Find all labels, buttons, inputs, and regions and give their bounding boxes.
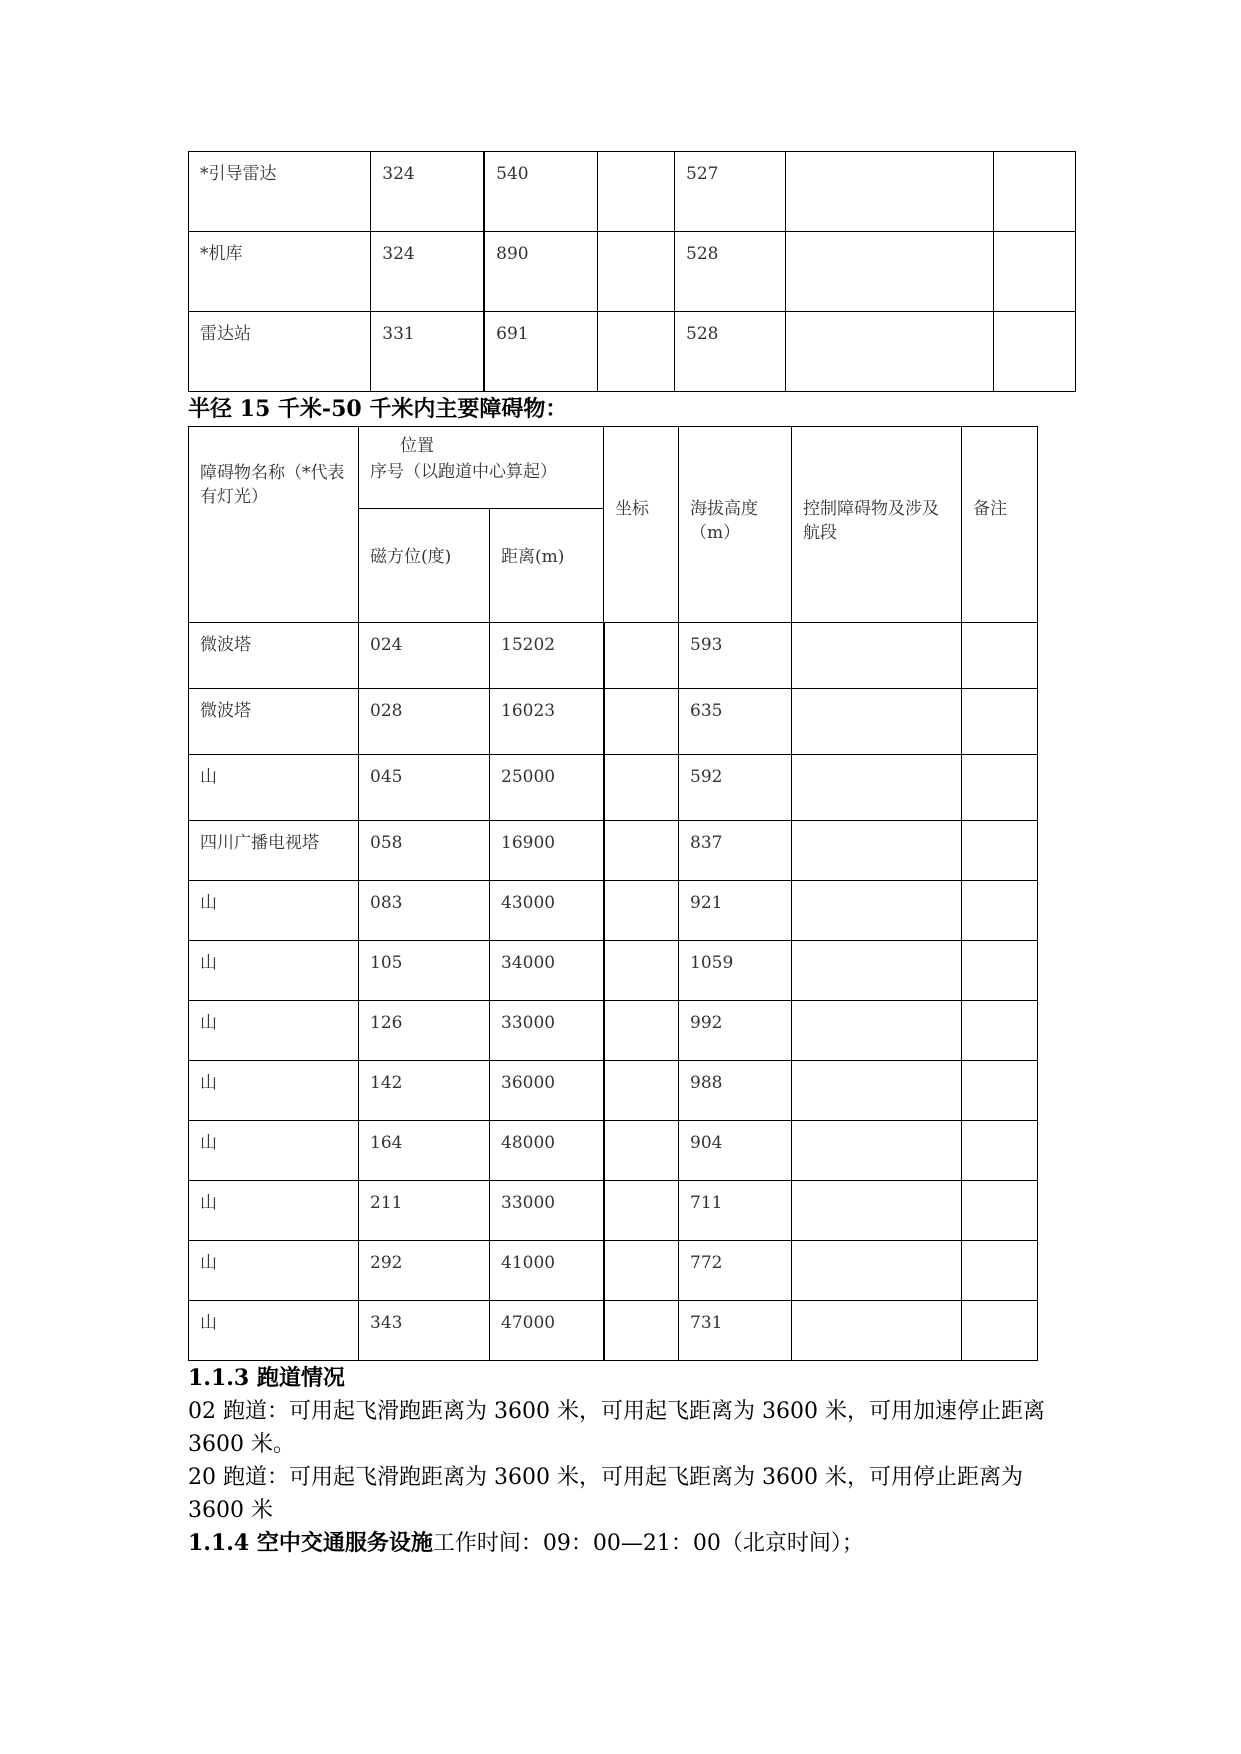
obstacle-remark [993,232,1075,312]
table-header-row [189,427,1038,509]
obstacle-control [792,941,962,1001]
obstacle-remark [962,1301,1038,1361]
obstacle-remark [962,1181,1038,1241]
obstacle-remark [962,755,1038,821]
obstacle-name: 山 [189,755,359,821]
obstacle-name: 四川广播电视塔 [189,821,359,881]
obstacle-coord [604,689,679,755]
obstacle-name: 雷达站 [189,312,371,392]
header-coordinate: 坐标 [604,427,679,623]
obstacle-distance: 43000 [490,881,604,941]
obstacle-name: 山 [189,941,359,1001]
obstacle-bearing: 343 [359,1301,490,1361]
obstacle-coord [604,881,679,941]
obstacle-distance: 47000 [490,1301,604,1361]
obstacle-distance: 33000 [490,1001,604,1061]
header-remark: 备注 [962,427,1038,623]
obstacle-elevation: 921 [679,881,792,941]
header-obstacle-name: 障碍物名称（*代表有灯光） [189,427,359,623]
header-position [359,427,604,509]
table-row [189,755,1038,821]
table-row [189,1181,1038,1241]
obstacle-distance: 16023 [490,689,604,755]
obstacle-distance: 34000 [490,941,604,1001]
obstacle-control [792,1061,962,1121]
obstacle-bearing: 028 [359,689,490,755]
section-title-runway: 1.1.3 跑道情况 [188,1365,345,1391]
obstacle-name: *引导雷达 [189,152,371,232]
table-row [189,623,1038,689]
obstacle-name: 山 [189,881,359,941]
obstacle-remark [962,689,1038,755]
obstacle-remark [962,1061,1038,1121]
obstacle-name: 山 [189,1121,359,1181]
obstacle-elevation: 528 [675,232,786,312]
obstacle-control [792,1241,962,1301]
obstacle-control [792,1121,962,1181]
obstacle-distance: 691 [484,312,597,392]
table-row [189,1301,1038,1361]
obstacle-table-near [188,151,1076,392]
obstacle-coord [604,623,679,689]
header-position-title: 位置 [400,436,434,456]
obstacle-coord [598,152,675,232]
obstacle-bearing: 142 [359,1061,490,1121]
obstacle-elevation: 592 [679,755,792,821]
table-row [189,152,1076,232]
header-bearing: 磁方位(度) [359,509,490,623]
atc-working-hours: 工作时间：09：00—21：00（北京时间）； [432,1531,864,1556]
obstacle-control [792,821,962,881]
obstacle-coord [604,941,679,1001]
obstacle-coord [604,1061,679,1121]
table-row [189,1001,1038,1061]
obstacle-control [792,689,962,755]
obstacle-bearing: 045 [359,755,490,821]
obstacle-control [792,881,962,941]
section-heading-15-50km: 半径 15 千米-50 千米内主要障碍物： [188,396,568,422]
obstacle-coord [604,1181,679,1241]
obstacle-bearing: 292 [359,1241,490,1301]
obstacle-control [792,755,962,821]
obstacle-distance: 48000 [490,1121,604,1181]
obstacle-name: 微波塔 [189,689,359,755]
obstacle-bearing: 083 [359,881,490,941]
runway-20-paragraph: 20 跑道：可用起飞滑跑距离为 3600 米，可用起飞距离为 3600 米，可用停止距离为 3600 米 [188,1465,1023,1523]
obstacle-distance: 36000 [490,1061,604,1121]
obstacle-distance: 41000 [490,1241,604,1301]
header-position-sub: 序号（以跑道中心算起） [370,462,557,482]
obstacle-distance: 540 [484,152,597,232]
obstacle-elevation: 593 [679,623,792,689]
obstacle-bearing: 164 [359,1121,490,1181]
obstacle-elevation: 772 [679,1241,792,1301]
header-elevation: 海拔高度（m） [679,427,792,623]
obstacle-bearing: 331 [371,312,484,392]
obstacle-remark [993,152,1075,232]
obstacle-elevation: 635 [679,689,792,755]
obstacle-remark [962,1001,1038,1061]
obstacle-remark [962,881,1038,941]
table-row [189,821,1038,881]
obstacle-name: 山 [189,1301,359,1361]
obstacle-remark [962,821,1038,881]
obstacle-elevation: 711 [679,1181,792,1241]
obstacle-remark [962,1241,1038,1301]
obstacle-remark [962,941,1038,1001]
obstacle-control [792,1001,962,1061]
obstacle-control [792,623,962,689]
table-row [189,1061,1038,1121]
obstacle-bearing: 105 [359,941,490,1001]
runway-02-paragraph: 02 跑道：可用起飞滑跑距离为 3600 米，可用起飞距离为 3600 米，可用加速停止距离 3600 米。 [188,1399,1045,1457]
header-distance: 距离(m) [490,509,604,623]
obstacle-control [786,152,994,232]
obstacle-bearing: 211 [359,1181,490,1241]
obstacle-name: *机库 [189,232,371,312]
obstacle-name: 山 [189,1001,359,1061]
table-row [189,312,1076,392]
section-atc-facilities [188,1527,1068,1560]
obstacle-bearing: 324 [371,232,484,312]
obstacle-coord [604,1121,679,1181]
header-control-obstacle: 控制障碍物及涉及航段 [792,427,962,623]
obstacle-name: 微波塔 [189,623,359,689]
obstacle-control [786,232,994,312]
obstacle-name: 山 [189,1061,359,1121]
table-row [189,941,1038,1001]
obstacle-elevation: 731 [679,1301,792,1361]
obstacle-control [792,1301,962,1361]
obstacle-elevation: 837 [679,821,792,881]
obstacle-bearing: 126 [359,1001,490,1061]
obstacle-remark [962,1121,1038,1181]
obstacle-coord [598,312,675,392]
obstacle-control [792,1181,962,1241]
obstacle-distance: 33000 [490,1181,604,1241]
table-row [189,232,1076,312]
section-title-atc: 1.1.4 空中交通服务设施 [188,1530,433,1556]
obstacle-remark [962,623,1038,689]
table-row [189,689,1038,755]
table-row [189,1241,1038,1301]
obstacle-coord [604,821,679,881]
obstacle-control [786,312,994,392]
obstacle-distance: 16900 [490,821,604,881]
obstacle-coord [604,1241,679,1301]
obstacle-coord [598,232,675,312]
obstacle-elevation: 527 [675,152,786,232]
obstacle-elevation: 1059 [679,941,792,1001]
obstacle-elevation: 528 [675,312,786,392]
obstacle-coord [604,1301,679,1361]
obstacle-distance: 25000 [490,755,604,821]
table-row [189,881,1038,941]
obstacle-bearing: 324 [371,152,484,232]
table-row [189,1121,1038,1181]
obstacle-coord [604,755,679,821]
obstacle-bearing: 024 [359,623,490,689]
obstacle-elevation: 904 [679,1121,792,1181]
obstacle-distance: 890 [484,232,597,312]
obstacle-name: 山 [189,1241,359,1301]
obstacle-distance: 15202 [490,623,604,689]
obstacle-elevation: 988 [679,1061,792,1121]
obstacle-table-15-50km [188,426,1038,1361]
obstacle-bearing: 058 [359,821,490,881]
obstacle-elevation: 992 [679,1001,792,1061]
obstacle-remark [993,312,1075,392]
obstacle-name: 山 [189,1181,359,1241]
obstacle-coord [604,1001,679,1061]
